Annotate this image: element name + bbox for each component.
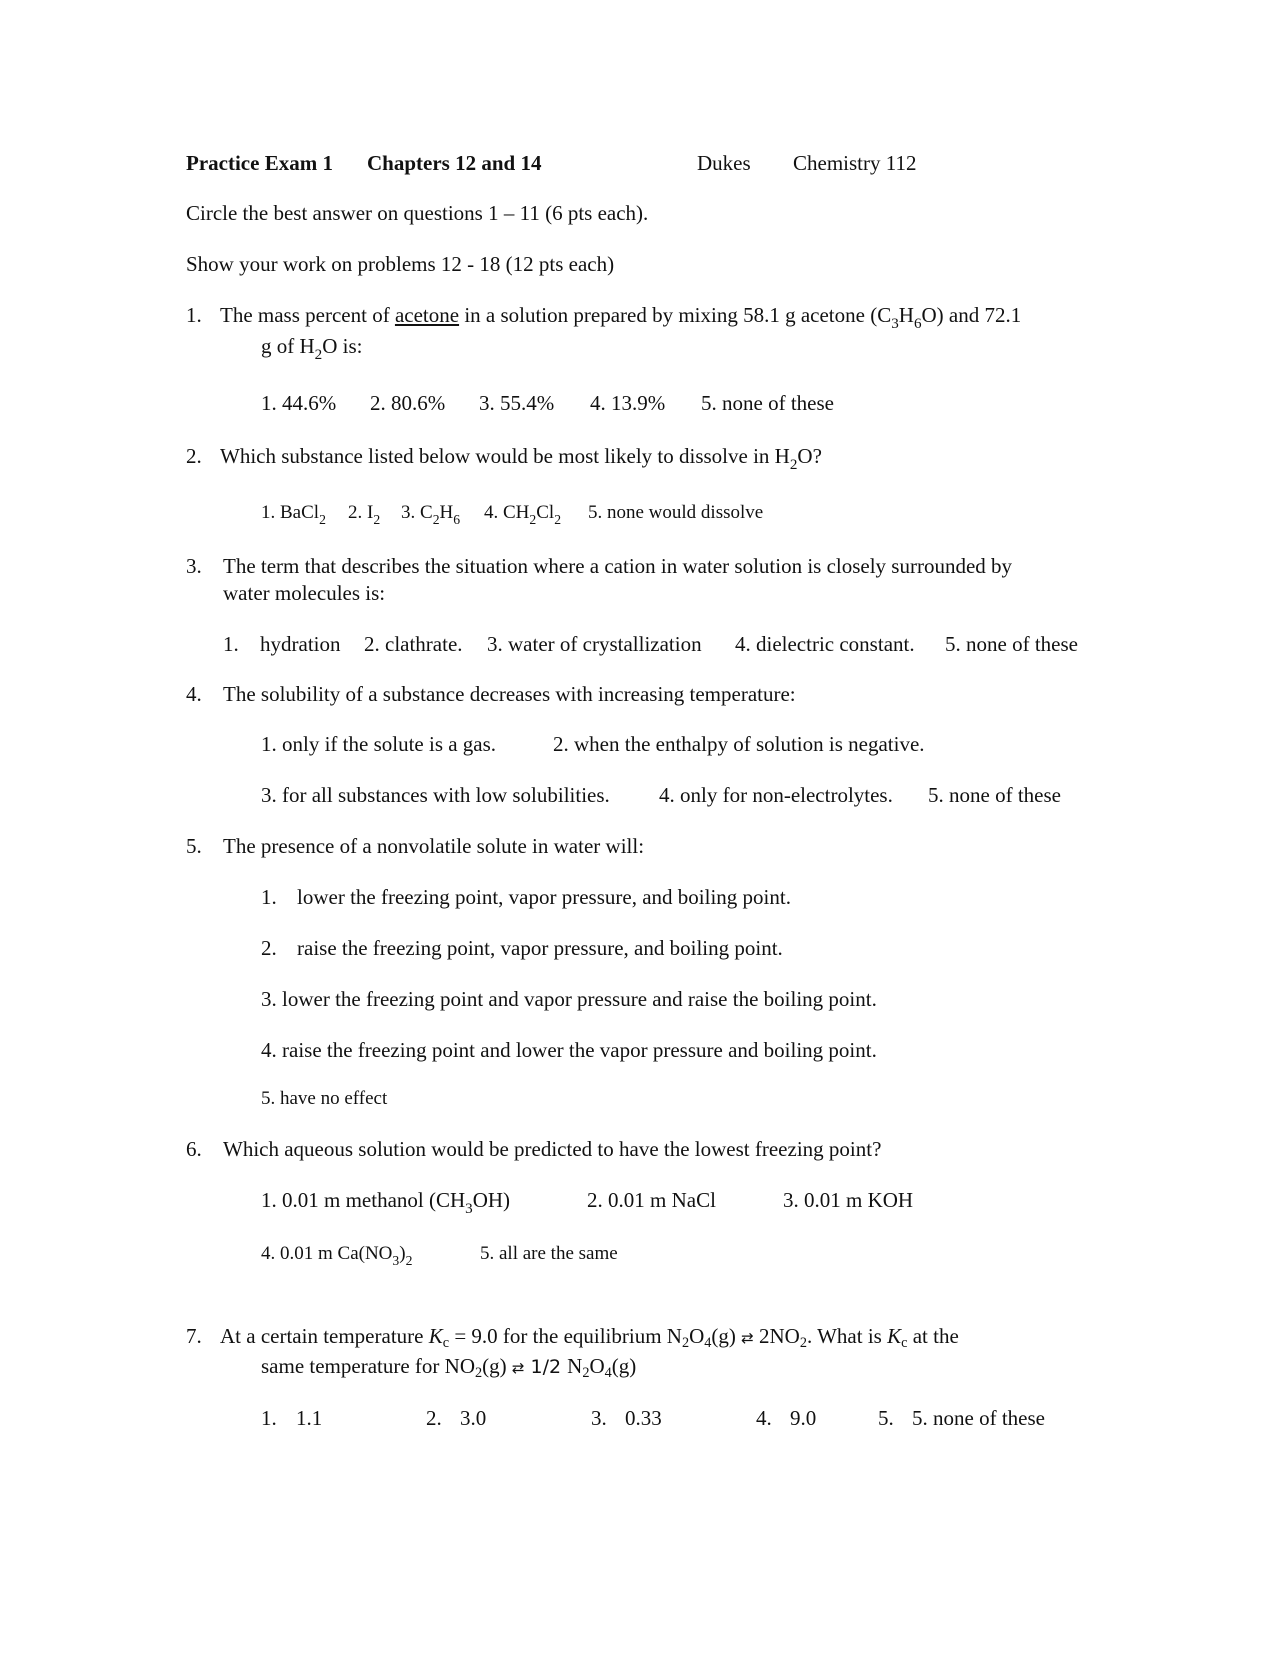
q7-choice-4-number: 4. [756, 1406, 772, 1430]
q2-choice-4[interactable]: 4. $CH_2Cl_2$ [484, 502, 562, 527]
q2-choice-2[interactable]: 2. $I_2$ [348, 502, 381, 527]
q6-choice-1[interactable]: 1. 0.01 m methanol $(CH_3OH)$ [261, 1188, 511, 1217]
question-6-text: Which aqueous solution would be predicted to have the lowest freezing point? [223, 1137, 882, 1161]
q6-choice-2[interactable]: 2. 0.01 m NaCl [587, 1188, 716, 1212]
question-1-text: The mass percent of acetone in a solution prepared by mixing 58.1 g acetone $(C_3H_6O)$ and 72.1 [220, 303, 1022, 332]
q7-choice-3-number: 3. [591, 1406, 607, 1430]
q7-choice-2[interactable]: 3.0 [460, 1406, 487, 1430]
exam-chapters: Chapters 12 and 14 [367, 151, 542, 175]
q6-choice-4[interactable]: 4. 0.01 m $Ca(NO_3)_2$ [261, 1243, 413, 1268]
question-2-text: Which substance listed below would be most likely to dissolve in $H_2O$? [220, 444, 822, 473]
equilibrium-arrow-icon: ⇄ [511, 1359, 525, 1377]
question-5-number: 5. [186, 834, 202, 858]
question-3-text: The term that describes the situation where a cation in water solution is closely surrounded by [223, 554, 1013, 578]
question-4-text: The solubility of a substance decreases with increasing temperature: [223, 682, 796, 706]
q1-choice-1[interactable]: 1. 44.6% [261, 391, 337, 415]
q4-choice-4[interactable]: 4. only for non-electrolytes. [659, 783, 893, 807]
question-1-number: 1. [186, 303, 202, 327]
exam-title: Practice Exam 1 [186, 151, 333, 175]
instructor-name: Dukes [697, 151, 751, 175]
acetone-underlined: acetone [394, 303, 460, 327]
question-1-text-line2: g of $H_2O$ is: [261, 334, 363, 363]
q7-choice-1[interactable]: 1.1 [296, 1406, 323, 1430]
q7-choice-5-number: 5. [878, 1406, 894, 1430]
question-7-number: 7. [186, 1324, 202, 1348]
question-7-text-line2: same temperature for NO2(g) ⇄ 1/2 N2O4(g) [261, 1354, 637, 1381]
q7-choice-1-number: 1. [261, 1406, 277, 1430]
q1-choice-3[interactable]: 3. 55.4% [479, 391, 555, 415]
q7-choice-4[interactable]: 9.0 [790, 1406, 817, 1430]
question-7-text: At a certain temperature Kc = 9.0 for the equilibrium N2O4(g) ⇄ 2NO2. What is Kc at the [220, 1324, 959, 1351]
question-6-number: 6. [186, 1137, 202, 1161]
q5-choice-4[interactable]: 4. raise the freezing point and lower the vapor pressure and boiling point. [261, 1038, 877, 1062]
q6-choice-3[interactable]: 3. 0.01 m KOH [783, 1188, 914, 1212]
q6-choice-5[interactable]: 5. all are the same [480, 1243, 618, 1264]
q5-choice-3[interactable]: 3. lower the freezing point and vapor pressure and raise the boiling point. [261, 987, 877, 1011]
q3-choice-1-number: 1. [223, 632, 239, 656]
q3-choice-1[interactable]: hydration [260, 632, 341, 656]
q3-choice-2[interactable]: 2. clathrate. [364, 632, 463, 656]
instruction-circle: Circle the best answer on questions 1 – 11 (6 pts each). [186, 201, 649, 225]
q1-choice-4[interactable]: 4. 13.9% [590, 391, 666, 415]
q3-choice-5[interactable]: 5. none of these [945, 632, 1078, 656]
question-2-number: 2. [186, 444, 202, 468]
q7-choice-2-number: 2. [426, 1406, 442, 1430]
q4-choice-2[interactable]: 2. when the enthalpy of solution is negative. [553, 732, 925, 756]
q4-choice-1[interactable]: 1. only if the solute is a gas. [261, 732, 497, 756]
question-3-number: 3. [186, 554, 202, 578]
q3-choice-3[interactable]: 3. water of crystallization [487, 632, 702, 656]
q5-choice-5[interactable]: 5. have no effect [261, 1088, 388, 1109]
q3-choice-4[interactable]: 4. dielectric constant. [735, 632, 915, 656]
q2-choice-3[interactable]: 3. $C_2H_6$ [401, 502, 461, 527]
equilibrium-arrow-icon: ⇄ [741, 1329, 754, 1347]
course-name: Chemistry 112 [793, 151, 917, 175]
question-3-text-line2: water molecules is: [223, 581, 386, 605]
q5-choice-2[interactable]: raise the freezing point, vapor pressure, and boiling point. [297, 936, 783, 960]
q1-choice-5[interactable]: 5. none of these [701, 391, 834, 415]
q4-choice-3[interactable]: 3. for all substances with low solubilities. [261, 783, 610, 807]
q5-choice-2-number: 2. [261, 936, 277, 960]
question-5-text: The presence of a nonvolatile solute in water will: [223, 834, 645, 858]
q4-choice-5[interactable]: 5. none of these [928, 783, 1061, 807]
q2-choice-5[interactable]: 5. none would dissolve [588, 502, 764, 523]
q1-choice-2[interactable]: 2. 80.6% [370, 391, 446, 415]
q5-choice-1[interactable]: lower the freezing point, vapor pressure, and boiling point. [297, 885, 791, 909]
q2-choice-1[interactable]: 1. BaCl$_2$ [261, 502, 326, 527]
question-4-number: 4. [186, 682, 202, 706]
instruction-show-work: Show your work on problems 12 - 18 (12 pts each) [186, 252, 615, 276]
q5-choice-1-number: 1. [261, 885, 277, 909]
q7-choice-5[interactable]: 5. none of these [912, 1406, 1045, 1430]
q7-choice-3[interactable]: 0.33 [625, 1406, 662, 1430]
